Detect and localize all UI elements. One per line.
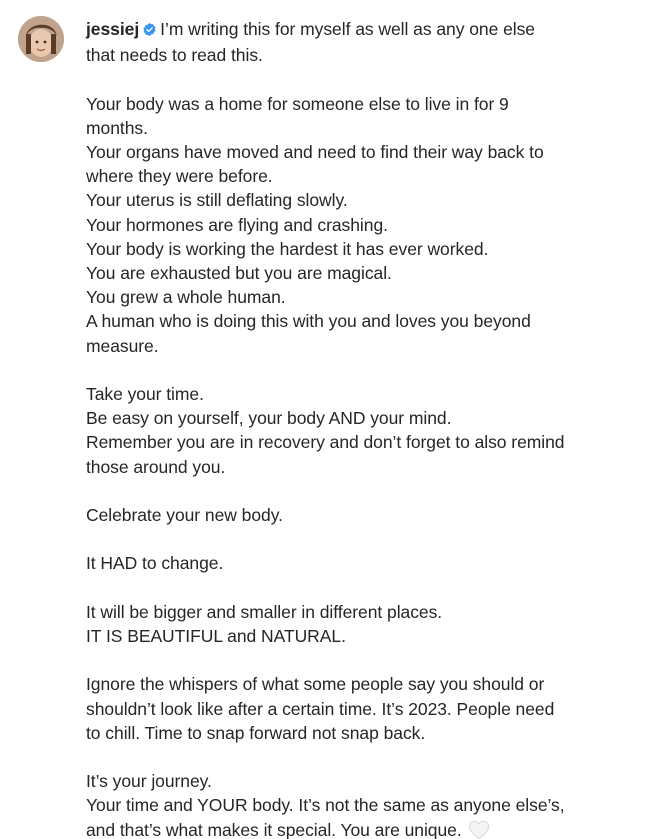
- avatar-image: [18, 16, 64, 62]
- caption-line: Take your time.: [86, 384, 204, 405]
- caption-text: I’m writing this for myself as well as any one else: [160, 19, 535, 39]
- caption-text: and that’s what makes it special. You are unique.: [86, 819, 462, 839]
- caption-line: You grew a whole human.: [86, 287, 286, 308]
- caption-paragraph: [86, 600, 646, 648]
- username-link[interactable]: jessiej: [86, 19, 140, 39]
- caption-line: Celebrate your new body.: [86, 505, 283, 526]
- caption-line: Be easy on yourself, your body AND your mind.: [86, 408, 452, 429]
- caption-paragraph: [86, 769, 646, 839]
- caption-line: Remember you are in recovery and don’t forget to also remind: [86, 432, 565, 453]
- caption-paragraph: [86, 551, 646, 575]
- caption-line: those around you.: [86, 456, 226, 477]
- caption-line: Your hormones are flying and crashing.: [86, 214, 388, 235]
- caption-line: that needs to read this.: [86, 45, 263, 66]
- caption-paragraph: [86, 672, 646, 745]
- caption-line: to chill. Time to snap forward not snap back.: [86, 722, 426, 743]
- caption-paragraph: [86, 382, 646, 479]
- caption-line: where they were before.: [86, 166, 273, 187]
- caption-first-line: [86, 17, 646, 43]
- post-caption: [86, 17, 646, 839]
- caption-line: Ignore the whispers of what some people say you should or: [86, 674, 545, 695]
- caption-line: It will be bigger and smaller in different places.: [86, 601, 443, 622]
- caption-last-line: [86, 818, 646, 839]
- caption-line: It HAD to change.: [86, 553, 224, 574]
- caption-line: shouldn’t look like after a certain time. It’s 2023. People need: [86, 698, 555, 719]
- caption-intro: [86, 17, 646, 67]
- caption-line: Your uterus is still deflating slowly.: [86, 190, 348, 211]
- white-heart-icon: [468, 820, 490, 839]
- caption-line: Your body was a home for someone else to live in for 9: [86, 93, 509, 114]
- profile-avatar[interactable]: [18, 16, 64, 62]
- caption-line: Your organs have moved and need to find their way back to: [86, 142, 544, 162]
- verified-badge-icon: [142, 19, 157, 43]
- caption-line: A human who is doing this with you and loves you beyond: [86, 311, 531, 332]
- caption-line: You are exhausted but you are magical.: [86, 263, 392, 284]
- caption-line: Your body is working the hardest it has ever worked.: [86, 238, 489, 259]
- caption-line: IT IS BEAUTIFUL and NATURAL.: [86, 626, 346, 646]
- caption-line: months.: [86, 117, 148, 138]
- caption-line: It’s your journey.: [86, 771, 212, 792]
- caption-paragraph: [86, 92, 646, 358]
- caption-paragraph: [86, 503, 646, 527]
- caption-line: measure.: [86, 335, 159, 356]
- caption-line: Your time and YOUR body. It’s not the same as anyone else’s,: [86, 795, 565, 816]
